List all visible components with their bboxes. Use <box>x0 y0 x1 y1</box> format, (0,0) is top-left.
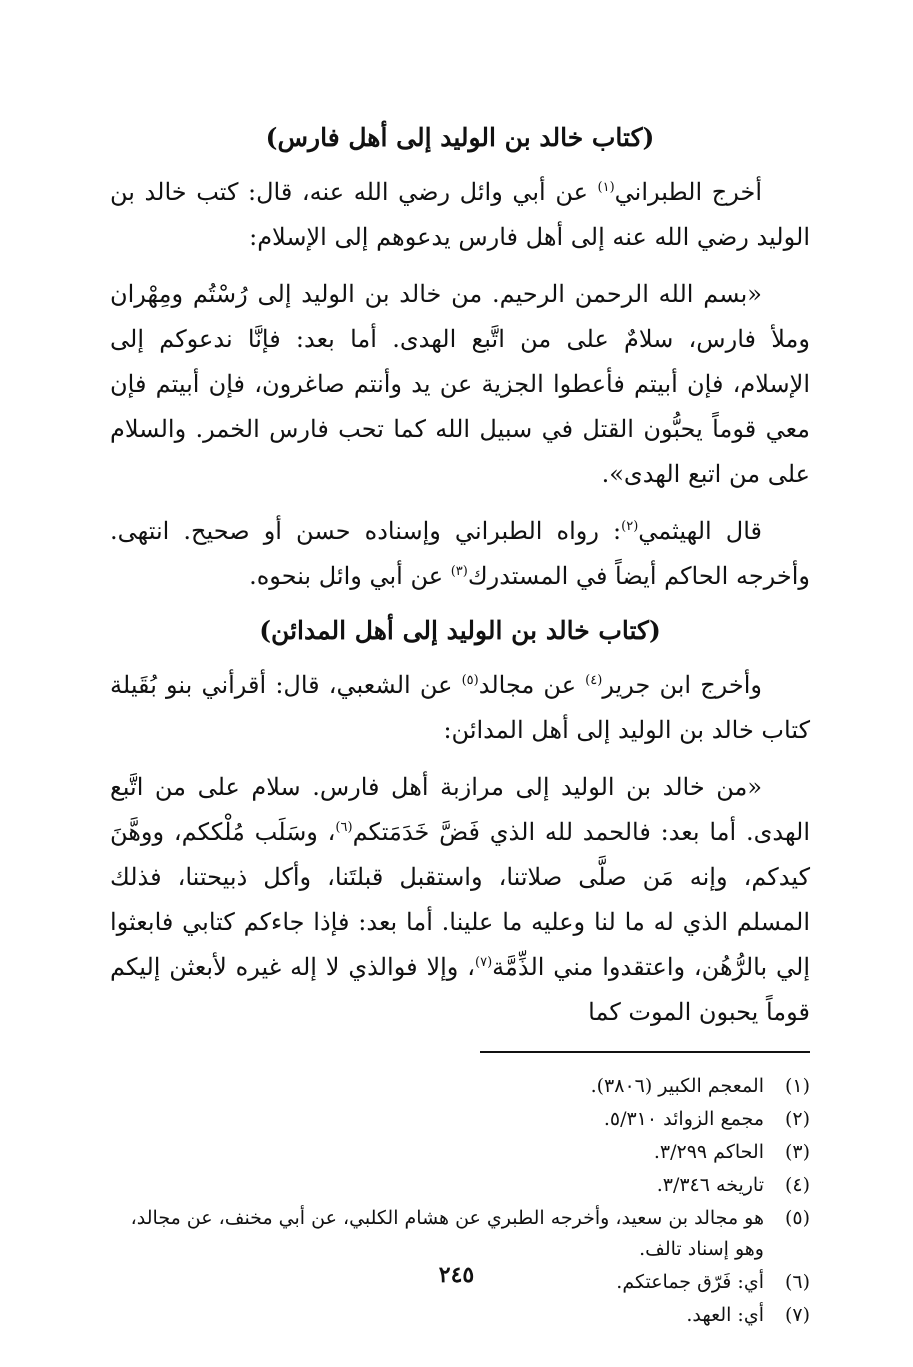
footnote-item <box>110 1170 810 1201</box>
footnote-item <box>110 1137 810 1168</box>
footnote-ref-6[interactable]: (٦) <box>335 820 353 835</box>
haythami-note <box>110 509 810 599</box>
footnote-ref-5[interactable]: (٥) <box>461 673 479 688</box>
intro-paragraph-madain <box>110 663 810 753</box>
intro-paragraph-fars <box>110 170 810 260</box>
footnote-item <box>110 1300 810 1331</box>
letter-text: ، وسَلَب مُلْككم، ووهَّنَ كيدكم، وإنه مَن صلَّى صلاتنا، واستقبل قبلتَنا، وأكل ذبيحتنا، فذلك المسلم الذي له ما لنا وعليه ما علينا. أما بعد: فإذا جاءكم كتابي فابعثوا إلي بالرُّهُن، واعتقدوا مني الذِّمَّة <box>110 818 810 981</box>
footnote-item <box>110 1203 810 1265</box>
intro-text: عن الشعبي، قال: أقرأني بنو بُقَيلة كتاب خالد بن الوليد إلى أهل المدائن: <box>110 671 810 744</box>
section-heading-fars: (كتاب خالد بن الوليد إلى أهل فارس) <box>265 123 655 152</box>
footnote-number: (٢) <box>784 1108 810 1130</box>
footnote-divider <box>480 1051 810 1053</box>
footnote-text: أي: العهد. <box>686 1304 764 1326</box>
intro-text: أخرج الطبراني <box>614 178 762 206</box>
footnote-item <box>110 1071 810 1102</box>
footnote-text: تاريخه ٣/٣٤٦. <box>656 1174 764 1196</box>
footnote-number: (٦) <box>784 1271 810 1293</box>
footnote-text: أي: فَرّق جماعتكم. <box>616 1271 764 1293</box>
intro-text: عن مجالد <box>478 671 586 699</box>
note-text: عن أبي وائل بنحوه. <box>249 562 451 590</box>
intro-text: وأخرج ابن جرير <box>602 671 763 699</box>
footnote-ref-3[interactable]: (٣) <box>450 564 468 579</box>
footnote-number: (٧) <box>784 1304 810 1326</box>
letter-text: «من خالد بن الوليد إلى مرازبة أهل فارس. سلام على من اتَّبع الهدى. أما بعد: فالحمد لله الذي فَضَّ خَدَمَتكم <box>110 773 810 846</box>
footnote-text: مجمع الزوائد ٥/٣١٠. <box>603 1108 764 1130</box>
section-heading-madain: (كتاب خالد بن الوليد إلى أهل المدائن) <box>259 616 661 645</box>
letter-text-fars: «بسم الله الرحمن الرحيم. من خالد بن الوليد إلى رُسْتُم ومِهْران وملأ فارس، سلامٌ على من اتَّبع الهدى. أما بعد: فإنَّا ندعوكم إلى الإسلام، فإن أبيتم فأعطوا الجزية عن يد وأنتم صاغرون، فإن أبيتم فإن معي قوماً يحبُّون القتل في سبيل الله كما تحب فارس الخمر. والسلام على من اتبع الهدى». <box>110 280 811 488</box>
footnotes-list <box>110 1071 810 1331</box>
footnote-number: (٥) <box>784 1207 810 1229</box>
footnote-number: (١) <box>784 1075 810 1097</box>
letter-text: ، وإلا فوالذي لا إله غيره لأبعثن إليكم قوماً يحبون الموت كما <box>110 953 810 1026</box>
footnote-ref-1[interactable]: (١) <box>597 180 615 195</box>
intro-text: عن أبي وائل رضي الله عنه، قال: كتب خالد بن الوليد رضي الله عنه إلى أهل فارس يدعوهم إلى الإسلام: <box>110 178 810 251</box>
note-text: قال الهيثمي <box>638 517 763 545</box>
footnote-number: (٤) <box>784 1174 810 1196</box>
footnote-text: الحاكم ٣/٢٩٩. <box>653 1141 764 1163</box>
footnote-text: هو مجالد بن سعيد، وأخرجه الطبري عن هشام الكلبي، عن أبي مخنف، عن مجالد، وهو إسناد تالف. <box>130 1207 764 1260</box>
book-page <box>110 118 810 1333</box>
footnote-text: المعجم الكبير (٣٨٠٦). <box>590 1075 764 1097</box>
footnote-ref-4[interactable]: (٤) <box>585 673 603 688</box>
page-number: ٢٤٥ <box>438 1262 475 1288</box>
footnote-number: (٣) <box>784 1141 810 1163</box>
footnote-ref-2[interactable]: (٢) <box>621 519 639 534</box>
footnote-ref-7[interactable]: (٧) <box>475 955 493 970</box>
footnote-item <box>110 1104 810 1135</box>
letter-text-madain <box>110 765 810 1035</box>
note-text: : رواه الطبراني وإسناده حسن أو صحيح. انتهى. وأخرجه الحاكم أيضاً في المستدرك <box>110 517 810 590</box>
